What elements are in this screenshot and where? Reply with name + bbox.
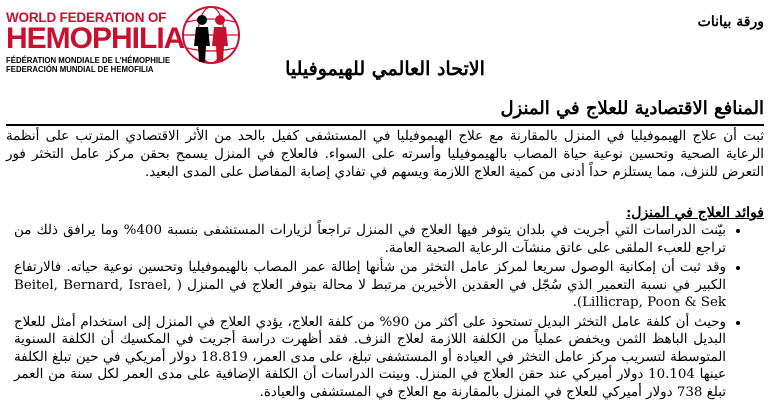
heading-divider	[6, 124, 764, 126]
benefits-heading: فوائد العلاج في المنزل:	[626, 205, 764, 221]
logo-wordmark: HEMOPHILIA	[6, 22, 185, 55]
logo-line-english: WORLD FEDERATION OF	[6, 10, 167, 25]
section-heading: المنافع الاقتصادية للعلاج في المنزل	[500, 98, 764, 119]
benefits-list	[14, 222, 744, 403]
intro-paragraph: ثبت أن علاج الهيموفيليا في المنزل بالمقارنة مع علاج الهيموفيليا في المستشفى كفيل بالحد من الأثر الاقتصادي المترتب على أنظمة الرعاية الصحية وتحسين نوعية حياة المصاب بالهيموفيليا وأسرته على السواء. فالعلاج في المنزل يسمح بحقن مركز عامل التخثر فور التعرض للنزف، مما يستلزم حداً أدنى من كمية العلاج اللازمة ويسهم في تفادي إصابة المفاصل على المدى البعيد.	[6, 129, 764, 180]
document-type-label: ورقة بيانات	[697, 14, 764, 30]
list-item: • وحيث أن كلفة عامل التخثر البديل تستحوذ على أكثر من 90% من كلفة العلاج، يؤدي العلاج في المنزل إلى استخدام أمثل للعلاج البديل الباهظ الثمن ويخفض عملياً من الكلفة اللازمة لعلاج النزف. فقد أظهرت دراسة أجريت في المكسيك أن الكلفة السنوية المتوسطة لتسريب مركز عامل التخثر في العيادة أو المستشفى تبلغ، على مدى العمر، 18.819 دولار أمريكي في حين تبلغ الكلفة عينها 10.104 دولار أميركي عند حقن العلاج في المنزل. وبينت الدراسات أن الكلفة الإضافية على مدى العمر لكل سنة من العمر تبلغ 738 دولار أميركي للعلاج في المنزل بالمقارنة مع العلاج في المستشفى والعيادة.	[14, 314, 726, 402]
page-title: الاتحاد العالمي للهيموفيليا	[285, 58, 485, 80]
list-item: • وقد ثبت أن إمكانية الوصول سريعا لمركز عامل التخثر من شأنها إطالة عمر المصاب بالهيموفيليا وتحسين نوعية حياته. فالارتفاع الكبير في نسبة التعمير الذي سُجّل في العقدين الأخيرين مرتبط لا محالة بتوفر العلاج في المنزل ( Beitel, Bernard, Israel, Lillicrap, Poon & Sek).	[14, 259, 726, 312]
logo-line-french: FÉDÉRATION MONDIALE DE L'HÉMOPHILIE	[6, 56, 171, 65]
list-item: • بيّنت الدراسات التي أجريت في بلدان يتوفر فيها العلاج في المنزل تراجعاً لزيارات المستشفى بنسبة 400% وما يرافق ذلك من تراجع للعبء الملقى على عاتق منشآت الرعاية الصحية العامة.	[14, 222, 726, 257]
logo-line-spanish: FEDERACIÓN MUNDIAL DE HEMOFILIA	[6, 65, 154, 74]
